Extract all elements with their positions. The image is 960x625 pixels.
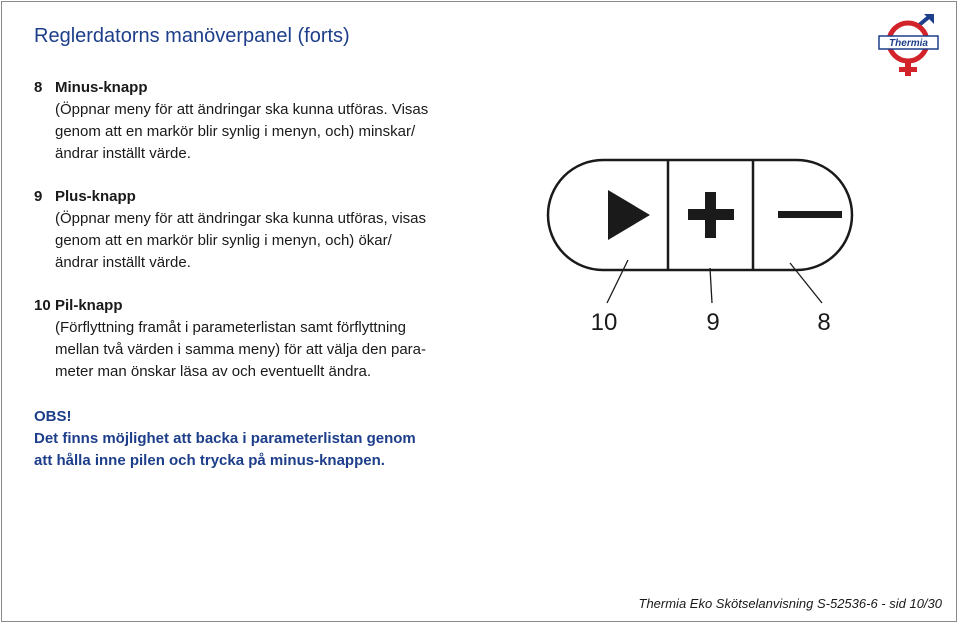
leader-line-10 — [607, 260, 628, 303]
item-number: 9 — [34, 188, 43, 205]
obs-line: att hålla inne pilen och trycka på minus-knappen. — [34, 452, 385, 469]
item-heading: Pil-knapp — [55, 297, 123, 314]
page-title: Reglerdatorns manöverpanel (forts) — [34, 25, 350, 47]
item-description-line: mellan två värden i samma meny) för att välja den para- — [55, 341, 426, 358]
panel-label-9: 9 — [706, 309, 720, 336]
item-description-line: meter man önskar läsa av och eventuellt ändra. — [55, 363, 372, 380]
item-number: 8 — [34, 79, 43, 96]
obs-label: OBS! — [34, 408, 72, 425]
item-heading: Plus-knapp — [55, 188, 136, 205]
item-heading: Minus-knapp — [55, 79, 148, 96]
panel-label-8: 8 — [817, 309, 831, 336]
page-footer: Thermia Eko Skötselanvisning S-52536-6 - sid 10/30 — [638, 596, 942, 611]
item-description-line: genom att en markör blir synlig i menyn, och) ökar/ — [55, 232, 392, 249]
item-description-line: (Öppnar meny för att ändringar ska kunna utföras. Visas — [55, 101, 429, 118]
obs-note — [34, 406, 416, 472]
control-panel-diagram — [540, 150, 860, 350]
item-description-line: ändrar inställt värde. — [55, 254, 191, 271]
item-plus-button — [34, 186, 474, 274]
item-description-line: genom att en markör blir synlig i menyn, och) minskar/ — [55, 123, 416, 140]
item-minus-button — [34, 77, 474, 165]
leader-line-9 — [710, 268, 712, 303]
logo-text: Thermia — [889, 38, 928, 49]
play-arrow-icon — [608, 190, 650, 240]
obs-line: Det finns möjlighet att backa i parameterlistan genom — [34, 430, 416, 447]
item-number: 10 — [34, 297, 51, 314]
thermia-logo — [878, 14, 940, 80]
item-description — [55, 99, 474, 165]
item-description-line: (Förflyttning framåt i parameterlistan samt förflyttning — [55, 319, 406, 336]
item-arrow-button — [34, 295, 474, 383]
item-description-line: (Öppnar meny för att ändringar ska kunna utföras, visas — [55, 210, 427, 227]
panel-label-10: 10 — [590, 309, 618, 336]
plus-icon — [688, 192, 734, 238]
item-description — [55, 317, 474, 383]
item-description-line: ändrar inställt värde. — [55, 145, 191, 162]
item-description — [55, 208, 474, 274]
minus-icon — [778, 211, 842, 218]
